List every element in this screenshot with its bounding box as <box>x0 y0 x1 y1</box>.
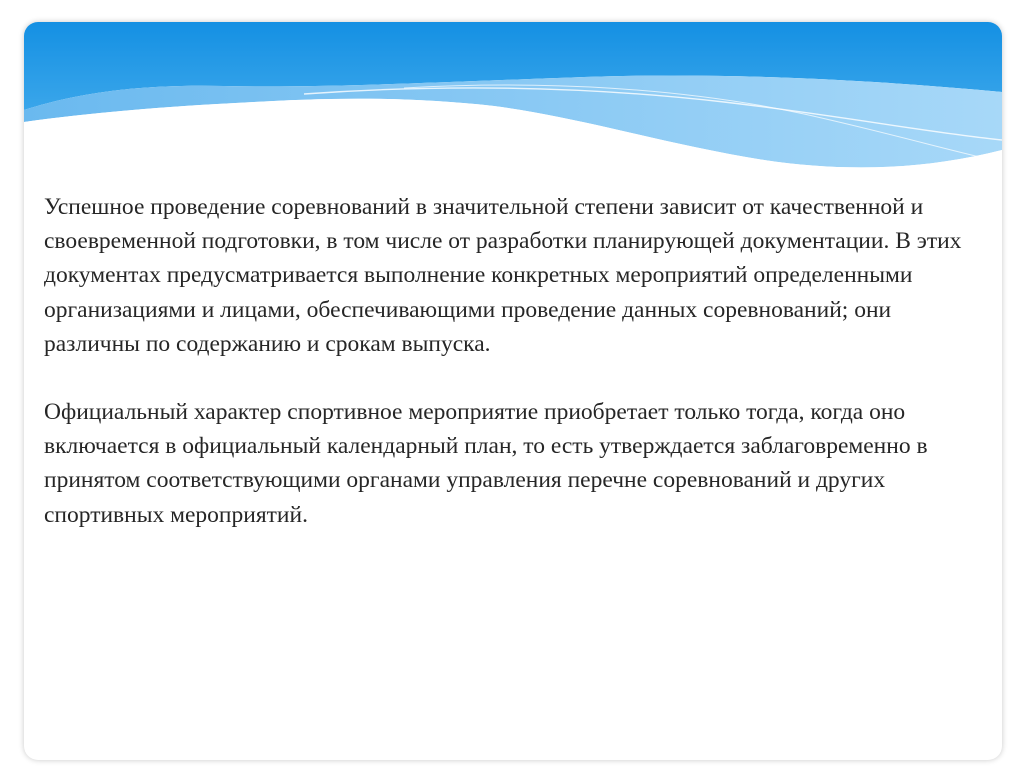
header-wave-decoration <box>24 22 1002 212</box>
slide <box>24 22 1002 760</box>
body-text <box>44 190 984 566</box>
paragraph-official-status: Официальный характер спортивное мероприятие приобретает только тогда, когда оно включается в официальный календарный план, то есть утверждается заблаговременно в принятом соответствующими органами управления перечне соревнований и других спортивных мероприятий. <box>44 399 928 528</box>
paragraph-competition-preparation: Успешное проведение соревнований в значительной степени зависит от качественной и своевременной подготовки, в том числе от разработки планирующей документации. В этих документах предусматривается выполнение конкретных мероприятий определенными организациями и лицами, обеспечивающими проведение данных соревнований; они различны по содержанию и срокам выпуска. <box>44 194 962 357</box>
